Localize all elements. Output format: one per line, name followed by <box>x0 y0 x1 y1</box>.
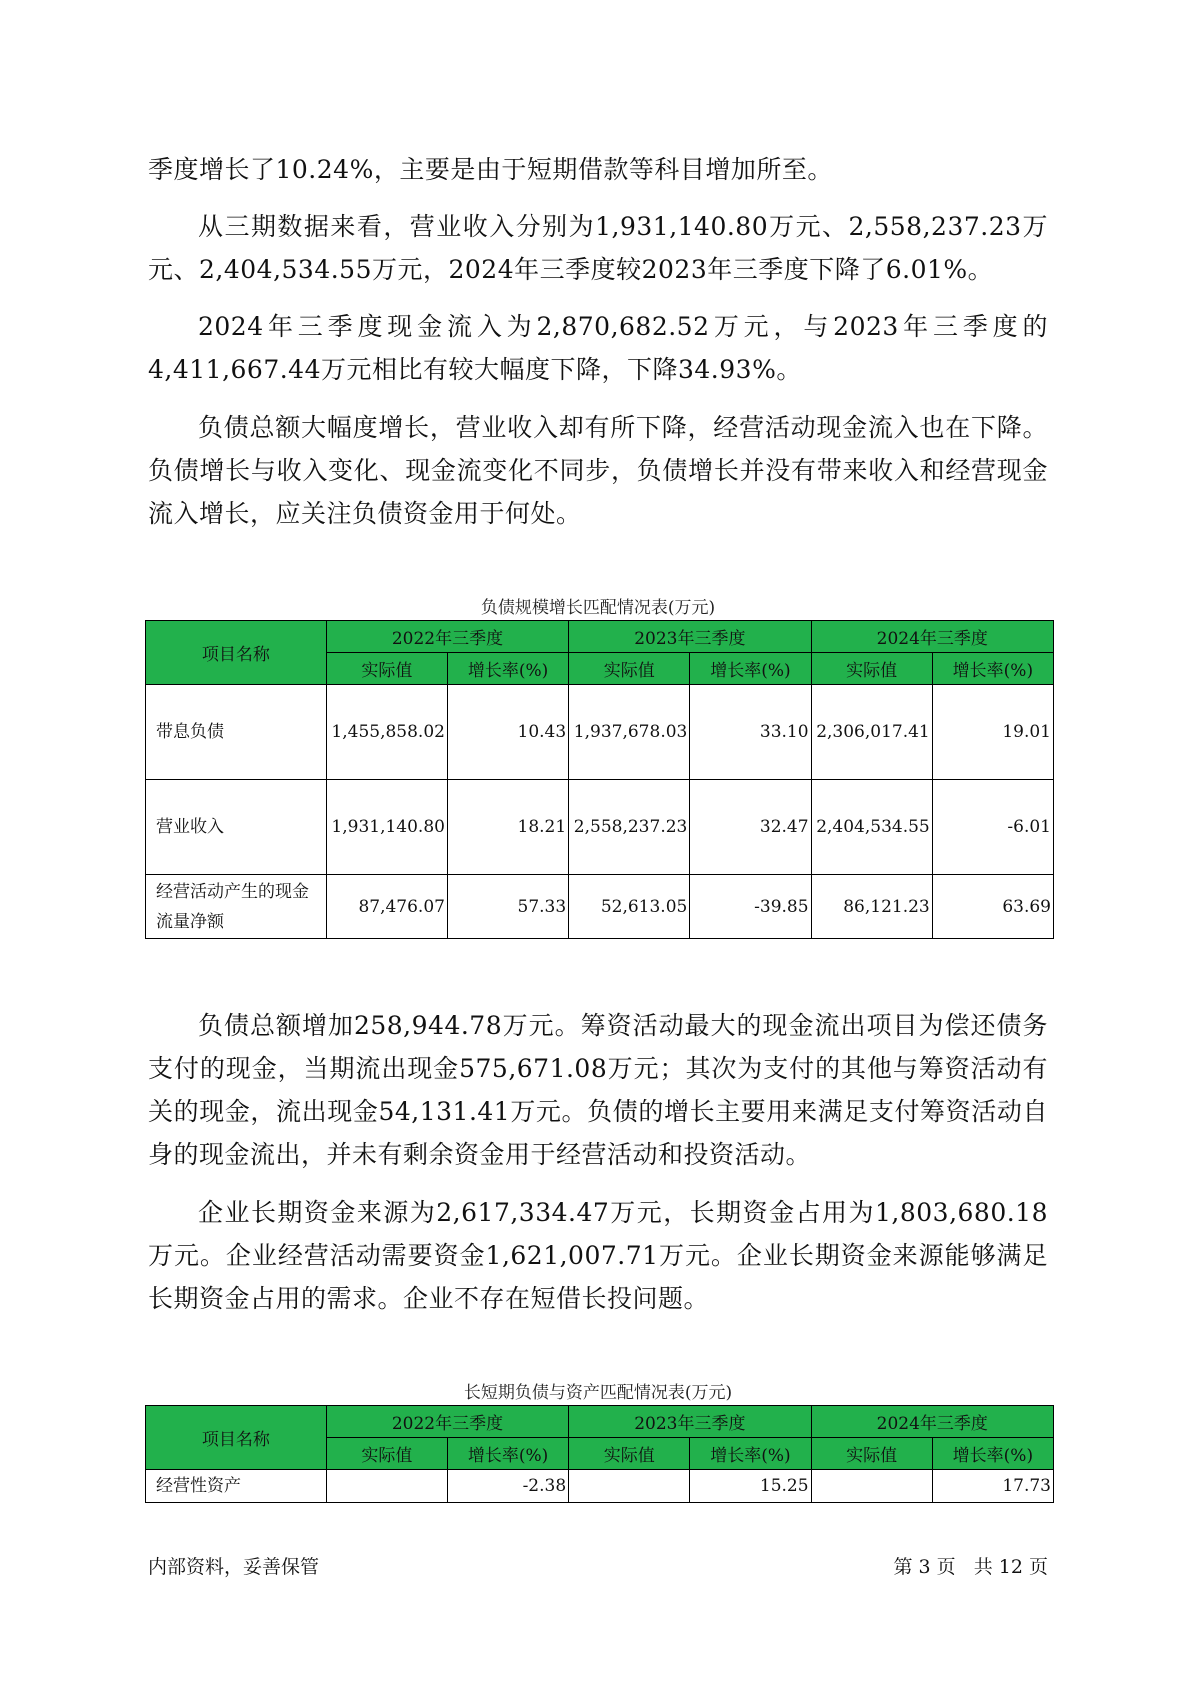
cell: 1,455,858.02 <box>326 685 447 780</box>
cell: 2,306,017.41 <box>811 685 932 780</box>
header-growth: 增长率(%) <box>447 653 568 685</box>
header-actual: 实际值 <box>326 1438 447 1470</box>
paragraph-5: 负债总额增加258,944.78万元。筹资活动最大的现金流出项目为偿还债务支付的现金，当期流出现金575,671.08万元；其次为支付的其他与筹资活动有关的现金，流出现金54,131.41万元。负债的增长主要用来满足支付筹资活动自身的现金流出，并未有剩余资金用于经营活动和投资活动。 <box>148 1011 1048 1169</box>
table1-caption: 负债规模增长匹配情况表(万元) <box>480 598 716 618</box>
row-name: 经营活动产生的现金流量净额 <box>146 875 327 939</box>
header-actual: 实际值 <box>811 1438 932 1470</box>
paragraph-2: 从三期数据来看，营业收入分别为1,931,140.80万元、2,558,237.23万元、2,404,534.55万元，2024年三季度较2023年三季度下降了6.01%。 <box>148 212 1048 284</box>
cell: 87,476.07 <box>326 875 447 939</box>
debt-asset-match-table <box>145 1405 1054 1503</box>
header-actual: 实际值 <box>326 653 447 685</box>
cell: 32.47 <box>690 780 811 875</box>
cell: -39.85 <box>690 875 811 939</box>
header-actual: 实际值 <box>569 653 690 685</box>
row-name: 带息负债 <box>146 685 327 780</box>
cell <box>326 1470 447 1503</box>
cell: 17.73 <box>932 1470 1053 1503</box>
paragraph-4: 负债总额大幅度增长，营业收入却有所下降，经营活动现金流入也在下降。负债增长与收入变化、现金流变化不同步，负债增长并没有带来收入和经营现金流入增长，应关注负债资金用于何处。 <box>148 413 1048 528</box>
cell: 2,558,237.23 <box>569 780 690 875</box>
footer-page-number: 第 3 页 共 12 页 <box>893 1556 1048 1578</box>
table-row <box>146 685 1054 780</box>
header-growth: 增长率(%) <box>447 1438 568 1470</box>
header-period-2024: 2024年三季度 <box>811 1406 1053 1438</box>
table-row <box>146 780 1054 875</box>
header-actual: 实际值 <box>569 1438 690 1470</box>
header-period-2022: 2022年三季度 <box>326 621 568 653</box>
header-actual: 实际值 <box>811 653 932 685</box>
cell: 10.43 <box>447 685 568 780</box>
header-growth: 增长率(%) <box>690 653 811 685</box>
header-item-name: 项目名称 <box>146 1406 327 1470</box>
row-name: 经营性资产 <box>146 1470 327 1503</box>
paragraph-6: 企业长期资金来源为2,617,334.47万元，长期资金占用为1,803,680.18万元。企业经营活动需要资金1,621,007.71万元。企业长期资金来源能够满足长期资金占用的需求。企业不存在短借长投问题。 <box>148 1198 1048 1313</box>
header-growth: 增长率(%) <box>690 1438 811 1470</box>
cell: -2.38 <box>447 1470 568 1503</box>
cell: 63.69 <box>932 875 1053 939</box>
header-period-2023: 2023年三季度 <box>569 1406 811 1438</box>
debt-growth-table <box>145 620 1054 939</box>
table-row <box>146 1470 1054 1503</box>
cell: 15.25 <box>690 1470 811 1503</box>
table2-caption: 长短期负债与资产匹配情况表(万元) <box>463 1383 733 1403</box>
footer-confidential-note: 内部资料，妥善保管 <box>148 1556 320 1578</box>
cell: 86,121.23 <box>811 875 932 939</box>
cell <box>569 1470 690 1503</box>
paragraph-3: 2024年三季度现金流入为2,870,682.52万元，与2023年三季度的4,411,667.44万元相比有较大幅度下降，下降34.93%。 <box>148 312 1048 384</box>
header-growth: 增长率(%) <box>932 653 1053 685</box>
cell: 18.21 <box>447 780 568 875</box>
header-period-2022: 2022年三季度 <box>326 1406 568 1438</box>
cell: 33.10 <box>690 685 811 780</box>
cell: 57.33 <box>447 875 568 939</box>
cell: 52,613.05 <box>569 875 690 939</box>
cell: 1,931,140.80 <box>326 780 447 875</box>
paragraph-1: 季度增长了10.24%，主要是由于短期借款等科目增加所至。 <box>148 155 833 184</box>
row-name: 营业收入 <box>146 780 327 875</box>
table-row <box>146 875 1054 939</box>
header-growth: 增长率(%) <box>932 1438 1053 1470</box>
header-item-name: 项目名称 <box>146 621 327 685</box>
cell: 2,404,534.55 <box>811 780 932 875</box>
cell <box>811 1470 932 1503</box>
cell: 19.01 <box>932 685 1053 780</box>
cell: 1,937,678.03 <box>569 685 690 780</box>
header-period-2024: 2024年三季度 <box>811 621 1053 653</box>
cell: -6.01 <box>932 780 1053 875</box>
header-period-2023: 2023年三季度 <box>569 621 811 653</box>
